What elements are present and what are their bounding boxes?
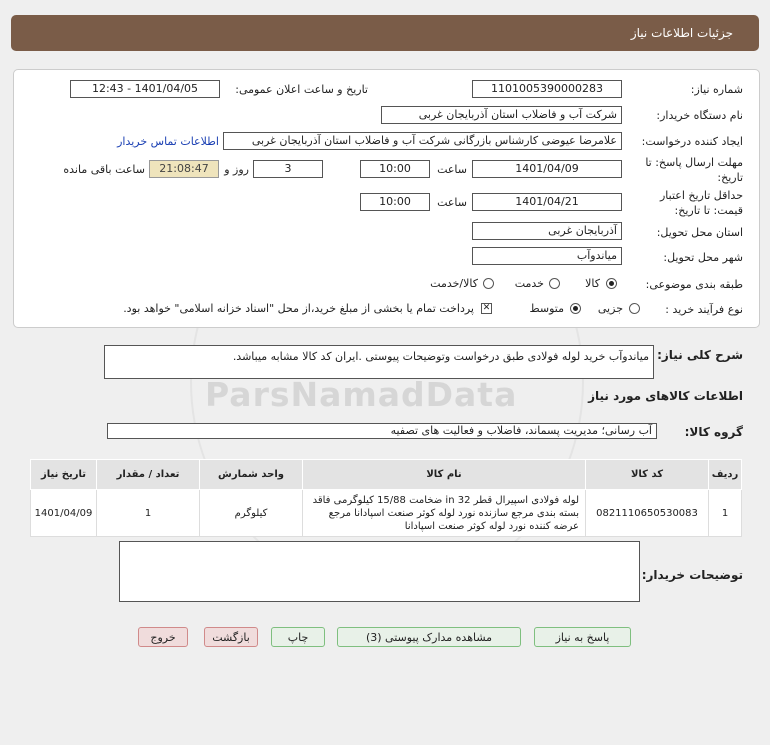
remaining-time-field: 21:08:47 — [149, 160, 219, 178]
validity-time-label: ساعت — [437, 196, 467, 209]
goods-group-label: گروه کالا: — [684, 425, 743, 439]
announce-label: تاریخ و ساعت اعلان عمومی: — [235, 83, 368, 96]
category-radio-service[interactable] — [549, 278, 560, 289]
days-field: 3 — [253, 160, 323, 178]
category-label: طبقه بندی موضوعی: — [645, 278, 743, 291]
requester-label: ایجاد کننده درخواست: — [641, 135, 743, 148]
category-radio-goods-service[interactable] — [483, 278, 494, 289]
deadline-label-2: تاریخ: — [717, 171, 743, 184]
process-radio-minor[interactable] — [629, 303, 640, 314]
col-date: تاریخ نیاز — [31, 460, 97, 490]
need-number-field: 1101005390000283 — [472, 80, 622, 98]
validity-label-2: قیمت: تا تاریخ: — [674, 204, 743, 217]
process-radio-medium[interactable] — [570, 303, 581, 314]
province-label: استان محل تحویل: — [656, 226, 743, 239]
province-field: آذربایجان غربی — [472, 222, 622, 240]
col-qty: تعداد / مقدار — [97, 460, 200, 490]
view-attachments-button[interactable]: مشاهده مدارک پیوستی (3) — [337, 627, 521, 647]
summary-field: میاندوآب خرید لوله فولادی طبق درخواست وتوضیحات پیوستی .ایران کد کالا مشابه میباشد. — [104, 345, 654, 379]
cell-qty: 1 — [97, 490, 200, 537]
deadline-time-field: 10:00 — [360, 160, 430, 178]
validity-time-field: 10:00 — [360, 193, 430, 211]
days-label: روز و — [224, 163, 249, 176]
table-row — [31, 490, 742, 537]
category-radio-goods[interactable] — [606, 278, 617, 289]
category-option-service: خدمت — [514, 277, 544, 290]
buyer-org-label: نام دستگاه خریدار: — [656, 109, 743, 122]
col-code: کد کالا — [586, 460, 709, 490]
remaining-label: ساعت باقی مانده — [63, 163, 145, 176]
cell-name: لوله فولادی اسپیرال قطر 32 in ضخامت 15/88 کیلوگرمی فاقد بسته بندی مرجع سازنده نورد لوله کوثر صنعت اسپادانا مرجع عرضه کننده نورد لوله کوثر صنعت اسپادانا — [303, 490, 586, 537]
process-option-medium: متوسط — [529, 302, 564, 315]
contact-info-link[interactable]: اطلاعات تماس خریدار — [117, 135, 219, 148]
validity-label: حداقل تاریخ اعتبار — [659, 189, 743, 202]
cell-code: 0821110650530083 — [586, 490, 709, 537]
category-option-goods-service: کالا/خدمت — [430, 277, 478, 290]
validity-date-field: 1401/04/21 — [472, 193, 622, 211]
payment-note: پرداخت تمام یا بخشی از مبلغ خرید،از محل "اسناد خزانه اسلامی" خواهد بود. — [123, 302, 474, 315]
buyer-org-field: شرکت آب و فاضلاب استان آذربایجان غربی — [381, 106, 622, 124]
city-label: شهر محل تحویل: — [663, 251, 743, 264]
announce-field: 1401/04/05 - 12:43 — [70, 80, 220, 98]
col-name: نام کالا — [303, 460, 586, 490]
need-number-label: شماره نیاز: — [690, 83, 743, 96]
page-header — [11, 15, 759, 51]
deadline-time-label: ساعت — [437, 163, 467, 176]
watermark-text: ParsNamadData — [205, 375, 518, 414]
category-option-goods: کالا — [585, 277, 600, 290]
process-label: نوع فرآیند خرید : — [665, 303, 743, 316]
goods-section-title: اطلاعات کالاهای مورد نیاز — [588, 389, 743, 403]
reply-button[interactable]: پاسخ به نیاز — [534, 627, 631, 647]
city-field: میاندوآب — [472, 247, 622, 265]
summary-label: شرح کلی نیاز: — [657, 348, 743, 362]
cell-unit: کیلوگرم — [200, 490, 303, 537]
deadline-label: مهلت ارسال پاسخ: تا — [645, 156, 743, 169]
exit-button[interactable]: خروج — [138, 627, 188, 647]
page-title: جزئیات اطلاعات نیاز — [630, 26, 733, 40]
back-button[interactable]: بازگشت — [204, 627, 258, 647]
cell-date: 1401/04/09 — [31, 490, 97, 537]
requester-field: علامرضا عیوضی کارشناس بازرگانی شرکت آب و فاضلاب استان آذربایجان غربی — [223, 132, 622, 150]
deadline-date-field: 1401/04/09 — [472, 160, 622, 178]
process-option-minor: جزیی — [597, 302, 623, 315]
cell-row: 1 — [709, 490, 742, 537]
col-unit: واحد شمارش — [200, 460, 303, 490]
treasury-checkbox[interactable]: ✕ — [482, 303, 491, 313]
buyer-notes-field — [119, 541, 640, 602]
print-button[interactable]: چاپ — [271, 627, 325, 647]
buyer-notes-label: توضیحات خریدار: — [641, 568, 743, 582]
goods-table — [30, 459, 742, 537]
goods-group-field: آب رسانی؛ مدیریت پسماند، فاضلاب و فعالیت های تصفیه — [107, 423, 657, 439]
col-row: ردیف — [709, 460, 742, 490]
